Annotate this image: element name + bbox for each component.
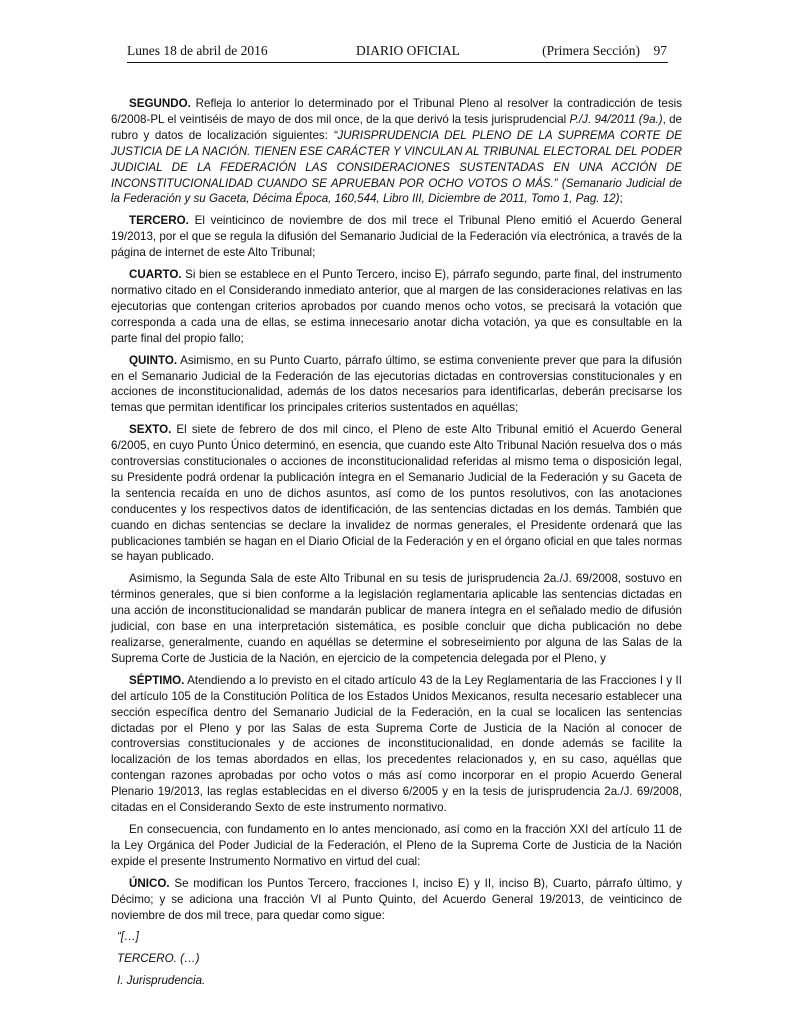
quinto-heading: QUINTO. <box>129 353 178 367</box>
quote-open-text: “[…] <box>117 930 139 944</box>
header-page-number: 97 <box>653 43 667 58</box>
cuarto-heading: CUARTO. <box>129 268 182 282</box>
header-publication: DIARIO OFICIAL <box>356 43 460 58</box>
septimo-heading: SÉPTIMO. <box>129 673 185 687</box>
header-rule <box>127 62 668 63</box>
quote-item-i <box>111 973 682 989</box>
consecuencia-text: En consecuencia, con fundamento en lo antes mencionado, así como en la fracción XXI del artículo 11 de la Ley Orgánica del Poder Judicial de la Federación, el Pleno de la Suprema Corte de Justicia de la Nación expide el presente Instrumento Normativo en virtud del cual: <box>111 822 682 868</box>
tercero-heading: TERCERO. <box>129 214 189 228</box>
segundo-heading: SEGUNDO. <box>129 97 191 110</box>
sexto-heading: SEXTO. <box>129 423 172 437</box>
paragraph-septimo <box>111 673 682 816</box>
septimo-text: Atendiendo a lo previsto en el citado artículo 43 de la Ley Reglamentaria de las Fracciones I y II del artículo 105 de la Constitución Política de los Estados Unidos Mexicanos, resulta necesario establecer una sección específica dentro del Semanario Judicial de la Federación, en la cual se localicen las sentencias dictadas por el Pleno y por las Salas de esta Suprema Corte de Justicia de la Nación al conocer de controversias constitucionales y de acciones de inconstitucionalidad, en donde además se facilite la localización de los temas abordados en ellas, los precedentes relacionados y, en su caso, aquéllas que contengan razones aprobadas por ocho votos o más así como incorporar en el propio Acuerdo General Plenario 19/2013, las reglas establecidas en el diverso 6/2005 y en la tesis de jurisprudencia 2a./J. 69/2008, citadas en el Considerando Sexto de este instrumento normativo. <box>111 673 682 815</box>
paragraph-tercero <box>111 213 682 261</box>
cuarto-text: Si bien se establece en el Punto Tercero, inciso E), párrafo segundo, parte final, del instrumento normativo citado en el Considerando inmediato anterior, que al margen de las consideraciones relativas en las ejecutorias que contengan criterios aprobados por cuando menos ocho votos, se precisará la votación que corresponda a cada una de ellas, se estima innecesario anotar dicha votación, ya que es consultable en la parte final del propio fallo; <box>111 268 682 345</box>
paragraph-segundo <box>111 96 682 207</box>
document-body <box>111 96 682 995</box>
segundo-text-a: Refleja lo anterior lo determinado por el Tribunal Pleno al resolver la contradicción de tesis 6/2008-PL el veintiséis de mayo de dos mil once, de la que derivó la tesis jurisprudencial <box>111 97 682 126</box>
header-section-page <box>542 43 667 59</box>
quote-tercero-text: TERCERO. (…) <box>117 952 200 966</box>
unico-heading: ÚNICO. <box>129 876 170 890</box>
paragraph-asimismo <box>111 571 682 666</box>
paragraph-sexto <box>111 422 682 565</box>
segundo-thesis-title: “JURISPRUDENCIA DEL PLENO DE LA SUPREMA CORTE DE JUSTICIA DE LA NACIÓN. TIENEN ESE CARÁCTER Y VINCULAN AL TRIBUNAL ELECTORAL DEL PODER JUDICIAL DE LA FEDERACIÓN LAS CONSIDERACIONES SUSTENTADAS EN UNA ACCIÓN DE INCONSTITUCIONALIDAD CUANDO SE APRUEBAN POR OCHO VOTOS O MÁS.” (Semanario Judicial de la Federación y su Gaceta, Décima Época, 160,544, Libro III, Diciembre de 2011, Tomo 1, Pag. 12) <box>111 128 683 206</box>
segundo-text-e: ; <box>619 192 623 206</box>
header-section: (Primera Sección) <box>542 43 640 58</box>
paragraph-quinto <box>111 353 682 417</box>
quote-tercero <box>111 951 682 967</box>
paragraph-unico <box>111 876 682 924</box>
quote-open <box>111 929 682 945</box>
asimismo-text: Asimismo, la Segunda Sala de este Alto Tribunal en su tesis de jurisprudencia 2a./J. 69/2008, sostuvo en términos generales, que si bien conforme a la legislación reglamentaria aplicable las sentencias dictadas en una acción de inconstitucionalidad se mandarán publicar de manera íntegra en el señalado medio de difusión judicial, con base en una interpretación sistemática, es posible concluir que dicha publicación no debe realizarse, generalmente, cuando en aquéllas se determine el sobreseimiento por alguna de las Salas de la Suprema Corte de Justicia de la Nación, en ejercicio de la competencia delegada por el Pleno, y <box>111 572 682 665</box>
sexto-text: El siete de febrero de dos mil cinco, el Pleno de este Alto Tribunal emitió el Acuerdo General 6/2005, en cuyo Punto Único determinó, en esencia, que cuando este Alto Tribunal Nación resuelva dos o más controversias constitucionales o acciones de inconstitucionalidad referidas al mismo tema o disposición legal, su Presidente podrá ordenar la publicación íntegra en el Semanario Judicial de la Federación y su Gaceta de la sentencia recaída en uno de dichos asuntos, así como de los puntos resolutivos, con las anotaciones conducentes y los respectivos datos de identificación, de las sentencias dictadas en los demás. También que cuando en dichas sentencias se declare la invalidez de normas generales, el Presidente ordenará que las publicaciones también se hagan en el Diario Oficial de la Federación y en el órgano oficial en que tales normas se hayan publicado. <box>111 423 682 564</box>
unico-text: Se modifican los Puntos Tercero, fracciones I, inciso E) y II, inciso B), Cuarto, párrafo último, y Décimo; y se adiciona una fracción VI al Punto Quinto, del Acuerdo General 19/2013, de veinticinco de noviembre de dos mil trece, para quedar como sigue: <box>111 876 682 922</box>
quinto-text: Asimismo, en su Punto Cuarto, párrafo último, se estima conveniente prever que para la difusión en el Semanario Judicial de la Federación de las ejecutorias dictadas en controversias constitucionales y en acciones de inconstitucionalidad, además de los datos necesarios para identificarlas, deberán precisarse los temas que permitan identificar los principales criterios sustentados en aquéllas; <box>111 353 682 415</box>
header-date: Lunes 18 de abril de 2016 <box>127 43 268 58</box>
tercero-text: El veinticinco de noviembre de dos mil trece el Tribunal Pleno emitió el Acuerdo General 19/2013, por el que se regula la difusión del Semanario Judicial de la Federación vía electrónica, a través de la página de internet de este Alto Tribunal; <box>111 214 682 260</box>
page-header <box>127 43 667 61</box>
paragraph-cuarto <box>111 267 682 347</box>
quote-item-i-text: I. Jurisprudencia. <box>117 974 206 988</box>
segundo-thesis-id: P./J. 94/2011 (9a.) <box>569 112 663 126</box>
segundo-text-c: , de rubro y datos de localización siguientes: <box>111 112 683 142</box>
paragraph-consecuencia <box>111 822 682 870</box>
